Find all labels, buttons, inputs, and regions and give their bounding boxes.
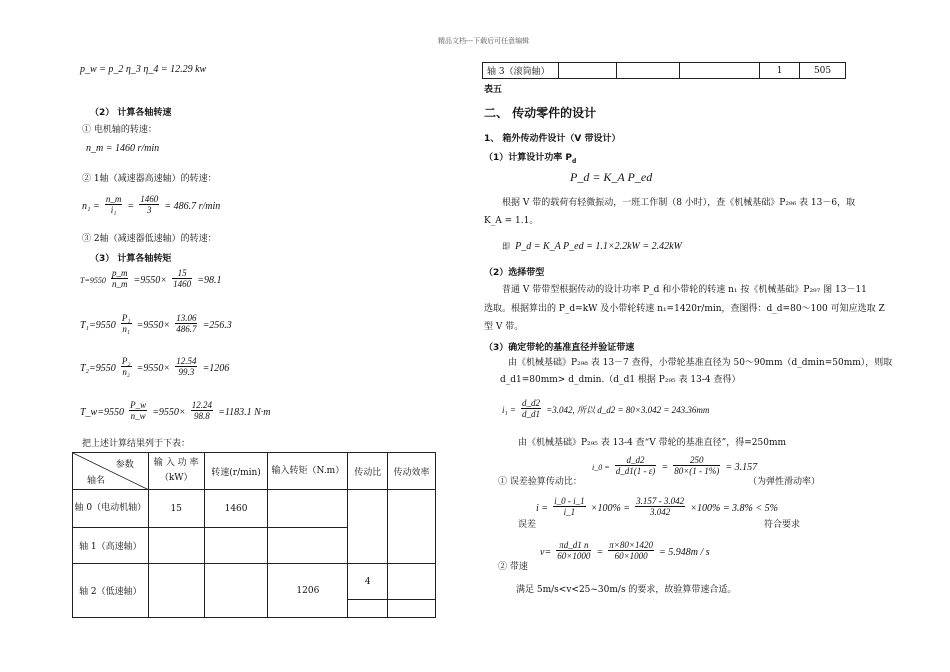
shaft3-blank — [680, 63, 760, 79]
ratio-01 — [348, 490, 388, 564]
section-speed-title: （2） 计算各轴转速 — [90, 108, 172, 118]
row1-speed — [204, 528, 268, 564]
header-speed: 转速(r/min) — [204, 453, 268, 490]
ratio-23 — [348, 600, 388, 618]
eq-velocity: v= $\frac{\pi d\_d1 n}{60\times 1000}$ = $\frac{\pi\times 80\times 1420}{60\times 1000}$ = 5.948m / s — [540, 540, 710, 561]
para-load: 根据 V 带的载荷有轻微振动，一班工作制（8 小时），查《机械基础》P₂₉₆ 表 13－6，取 — [502, 198, 856, 208]
row0-name: 轴 0（电动机轴） — [73, 490, 149, 528]
shaft3-table-row — [482, 62, 846, 79]
row0-torque — [268, 490, 348, 528]
check-ratio-label: ① 误差验算传动比： — [498, 477, 582, 487]
eq-t: T=9550 $\frac{p\_m}{n\_m}$ =9550× $\frac{15}{1460}$ =98.1 — [80, 268, 222, 289]
step2-title: （2）选择带型 — [484, 268, 545, 278]
header-efficiency: 传动效率 — [388, 453, 436, 490]
row1-name: 轴 1（高速轴） — [73, 528, 149, 564]
header-power: 输 入 功 率（kW） — [148, 453, 204, 490]
eq-i0: i_0 = $\frac{d\_d2}{d\_d1(1 - \varepsilon)}$ = $\frac{250}{80\times(1 - 1\%)}$ = 3.157 — [592, 455, 758, 476]
error-ok: 符合要求 — [764, 520, 801, 530]
eq-n1: n₁ = $\frac{n\_m}{\text{i₁}}$ = $\frac{1460}{3}$ = 486.7 r/min — [82, 194, 221, 215]
pd-calc: 即 P_d = K_A P_ed = 1.1×2.2kW = 2.42kW — [502, 241, 682, 252]
page-header-watermark: 精品文档---下载后可任意编辑 — [438, 37, 530, 45]
header-param: 参数 — [115, 460, 134, 470]
para-diameter: 由《机械基础》P₂₉₈ 表 13－7 查得，小带轮基准直径为 50～90mm（d_dmin=50mm），则取 — [508, 358, 893, 368]
eq-t1: T₁=9550 $\frac{\text{P₁}}{\text{n₁}}$ =9550× $\frac{13.06}{486.7}$ =256.3 — [80, 313, 232, 334]
step1-title: （1）计算设计功率 $P_d$ — [484, 153, 577, 165]
para-belt-type: 普通 V 带带型根据传动的设计功率 P_d 和小带轮的转速 n₁ 按《机械基础》P₂₉₇ 图 13－11 — [502, 285, 867, 295]
efficiency-01 — [388, 490, 436, 564]
eq-i1: i₁ = $\frac{d\_d2}{d\_d1}$ =3.042, 所以 d_d2 = 80×3.042 = 243.36mm — [502, 398, 710, 419]
chapter-title: 二、 传动零件的设计 — [484, 106, 597, 120]
step3-title: （3）确定带轮的基准直径并验证带速 — [484, 343, 635, 353]
efficiency-23 — [388, 600, 436, 618]
row0-speed: 1460 — [204, 490, 268, 528]
subsection-title: 1、 箱外传动件设计（V 带设计） — [484, 134, 621, 144]
error-label: 误差 — [518, 520, 537, 530]
eq-pw: p_w = p_2 η_3 η_4 = 12.29 kw — [80, 64, 207, 75]
row2-torque: 1206 — [268, 564, 348, 618]
row1-torque — [268, 528, 348, 564]
table-intro: 把上述计算结果列于下表： — [82, 439, 191, 449]
ratio-12: 4 — [348, 564, 388, 600]
efficiency-12 — [388, 564, 436, 600]
para-standard-diameter: 由《机械基础》P₂₉₅ 表 13-4 查“V 带轮的基准直径”，得=250mm — [518, 438, 787, 448]
header-torque: 输入转矩（N.m） — [268, 453, 348, 490]
eq-t2: T₂=9550 $\frac{\text{P₂}}{\text{n₂}}$ =9550× $\frac{12.54}{99.3}$ =1206 — [80, 356, 230, 377]
row0-power: 15 — [148, 490, 204, 528]
shaft3-ratio: 1 — [760, 63, 800, 79]
table-caption: 表五 — [484, 85, 503, 95]
table-header-diagonal — [73, 453, 149, 490]
velocity-conclusion: 满足 5m/s<v<25~30m/s 的要求，故验算带速合适。 — [516, 585, 737, 595]
eq-tw: T_w=9550 $\frac{P\_w}{n\_w}$ =9550× $\frac{12.24}{98.8}$ =1183.1 N·m — [80, 400, 271, 421]
para-belt-type-3: 型 V 带。 — [484, 322, 524, 332]
velocity-label: ② 带速 — [498, 562, 528, 572]
shaft-parameter-table — [72, 452, 436, 618]
header-ratio: 传动比 — [348, 453, 388, 490]
pd-formula: P_d = K_A P_ed — [570, 170, 653, 184]
shaft2-label: ③ 2轴（减速器低速轴）的转速： — [82, 234, 217, 244]
header-axis: 轴名 — [87, 476, 106, 486]
row1-power — [148, 528, 204, 564]
section-torque-title: （3） 计算各轴转矩 — [90, 254, 172, 264]
eq-error: i = $\frac{i\_0 - i\_1}{i\_1}$ ×100% = $\frac{3.157 - 3.042}{3.042}$ ×100% = 3.8% < 5% — [536, 496, 778, 517]
shaft3-name: 轴 3（滚筒轴） — [483, 63, 559, 79]
row2-speed — [204, 564, 268, 618]
row2-name: 轴 2（低速轴） — [73, 564, 149, 618]
slip-note: （为弹性滑动率） — [748, 477, 821, 487]
shaft3-speed — [616, 63, 680, 79]
shaft3-power — [558, 63, 616, 79]
eq-nm: n_m = 1460 r/min — [86, 143, 160, 154]
para-ka: K_A = 1.1。 — [484, 216, 539, 226]
motor-shaft-label: ① 电机轴的转速： — [82, 125, 157, 135]
row2-power — [148, 564, 204, 618]
para-belt-type-2: 选取。根据算出的 P_d=kW 及小带轮转速 n₁=1420r/min，查图得：d_d=80～100 可知应选取 Z — [484, 304, 885, 314]
para-diameter-2: d_d1=80mm> d_dmin.（d_d1 根据 P₂₉₅ 表 13-4 查得） — [500, 375, 741, 385]
shaft3-torque: 505 — [800, 63, 846, 79]
shaft1-label: ② 1轴（减速器高速轴）的转速： — [82, 174, 217, 184]
